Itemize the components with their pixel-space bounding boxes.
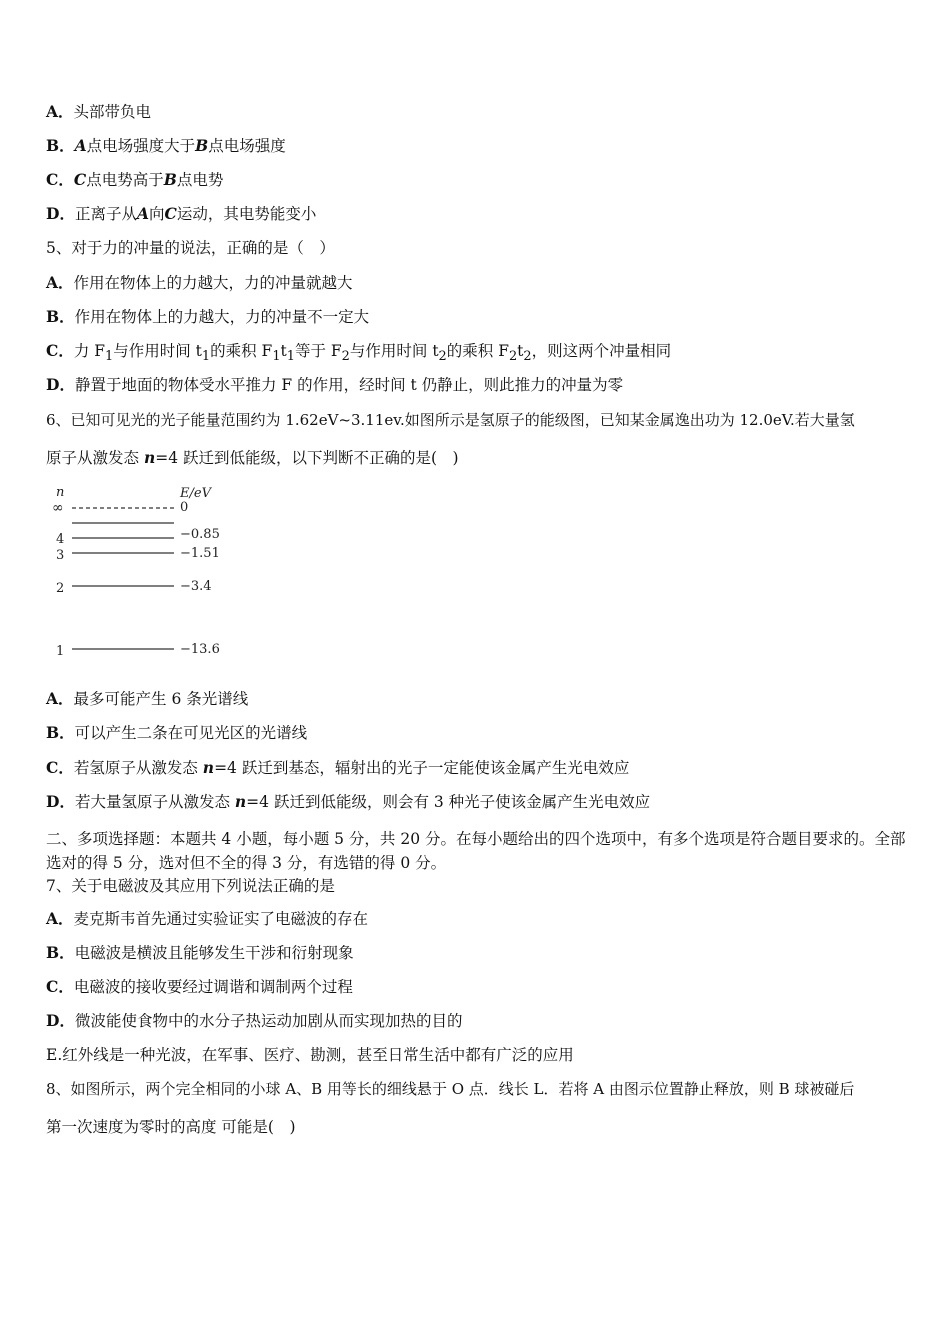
q7-option-d: D．微波能使食物中的水分子热运动加剧从而实现加热的目的 bbox=[46, 1011, 463, 1030]
q4-option-b: B．A点电场强度大于B点电场强度 bbox=[46, 136, 286, 155]
level-n-3: 3 bbox=[56, 548, 65, 563]
q4-option-c: C．C点电势高于B点电势 bbox=[46, 170, 224, 189]
q7-stem: 7、关于电磁波及其应用下列说法正确的是 bbox=[46, 877, 335, 895]
q6-option-d: D．若大量氢原子从激发态 n=4 跃迁到低能级，则会有 3 种光子使该金属产生光电效应 bbox=[46, 792, 651, 811]
q7-option-b: B．电磁波是横波且能够发生干涉和衍射现象 bbox=[46, 943, 354, 962]
level-n-1: 1 bbox=[56, 644, 65, 659]
q8-stem-line1: 8、如图所示，两个完全相同的小球 A、B 用等长的细线悬于 O 点．线长 L．若将 A 由图示位置静止释放，则 B 球被碰后 bbox=[46, 1080, 855, 1098]
q5-option-d: D．静置于地面的物体受水平推力 F 的作用，经时间 t 仍静止，则此推力的冲量为零 bbox=[46, 375, 624, 394]
n-axis-label: n bbox=[56, 485, 65, 500]
q6-stem-line2: 原子从激发态 n=4 跃迁到低能级，以下判断不正确的是( ) bbox=[46, 448, 459, 467]
q4-option-d: D．正离子从A向C运动，其电势能变小 bbox=[46, 204, 317, 223]
level-energy-2: −3.4 bbox=[180, 579, 212, 594]
level-n-inf: ∞ bbox=[52, 500, 64, 516]
q7-option-e: E.红外线是一种光波，在军事、医疗、勘测，甚至日常生活中都有广泛的应用 bbox=[46, 1046, 574, 1064]
level-energy-1: −13.6 bbox=[180, 642, 220, 657]
q6-option-b: B．可以产生二条在可见光区的光谱线 bbox=[46, 723, 308, 742]
q5-stem: 5、对于力的冲量的说法，正确的是（ ） bbox=[46, 239, 335, 257]
level-energy-inf: 0 bbox=[180, 500, 189, 515]
level-energy-3: −1.51 bbox=[180, 546, 220, 561]
q6-option-c: C．若氢原子从激发态 n=4 跃迁到基态，辐射出的光子一定能使该金属产生光电效应 bbox=[46, 758, 630, 777]
q7-option-c: C．电磁波的接收要经过调谐和调制两个过程 bbox=[46, 977, 353, 996]
level-n-4: 4 bbox=[56, 532, 65, 547]
q4-option-a: A．头部带负电 bbox=[46, 102, 152, 121]
q6-option-a: A．最多可能产生 6 条光谱线 bbox=[46, 689, 249, 708]
energy-axis-label: E/eV bbox=[180, 486, 211, 501]
q5-option-b: B．作用在物体上的力越大，力的冲量不一定大 bbox=[46, 307, 370, 326]
q5-option-c: C．力 $F_1$与作用时间 $t_1$的乘积 $F_1t_1$等于 $F_2$与作用时间 $t_2$的乘积 $F_2t_2$，则这两个冲量相同 bbox=[46, 341, 672, 365]
q5-option-a: A．作用在物体上的力越大，力的冲量就越大 bbox=[46, 273, 353, 292]
level-n-2: 2 bbox=[56, 581, 65, 596]
energy-level-diagram bbox=[46, 482, 246, 662]
q7-option-a: A．麦克斯韦首先通过实验证实了电磁波的存在 bbox=[46, 909, 369, 928]
level-energy-4: −0.85 bbox=[180, 527, 220, 542]
section-2-instructions: 二、多项选择题：本题共 4 小题，每小题 5 分，共 20 分。在每小题给出的四个选项中，有多个选项是符合题目要求的。全部选对的得 5 分，选对但不全的得 3 分，有选错的得 0 分。 bbox=[46, 830, 906, 872]
q6-stem-line1: 6、已知可见光的光子能量范围约为 1.62eV~3.11ev.如图所示是氢原子的能级图，已知某金属逸出功为 12.0eV.若大量氢 bbox=[46, 411, 855, 429]
q8-stem-line2: 第一次速度为零时的高度 可能是( ) bbox=[46, 1118, 296, 1136]
